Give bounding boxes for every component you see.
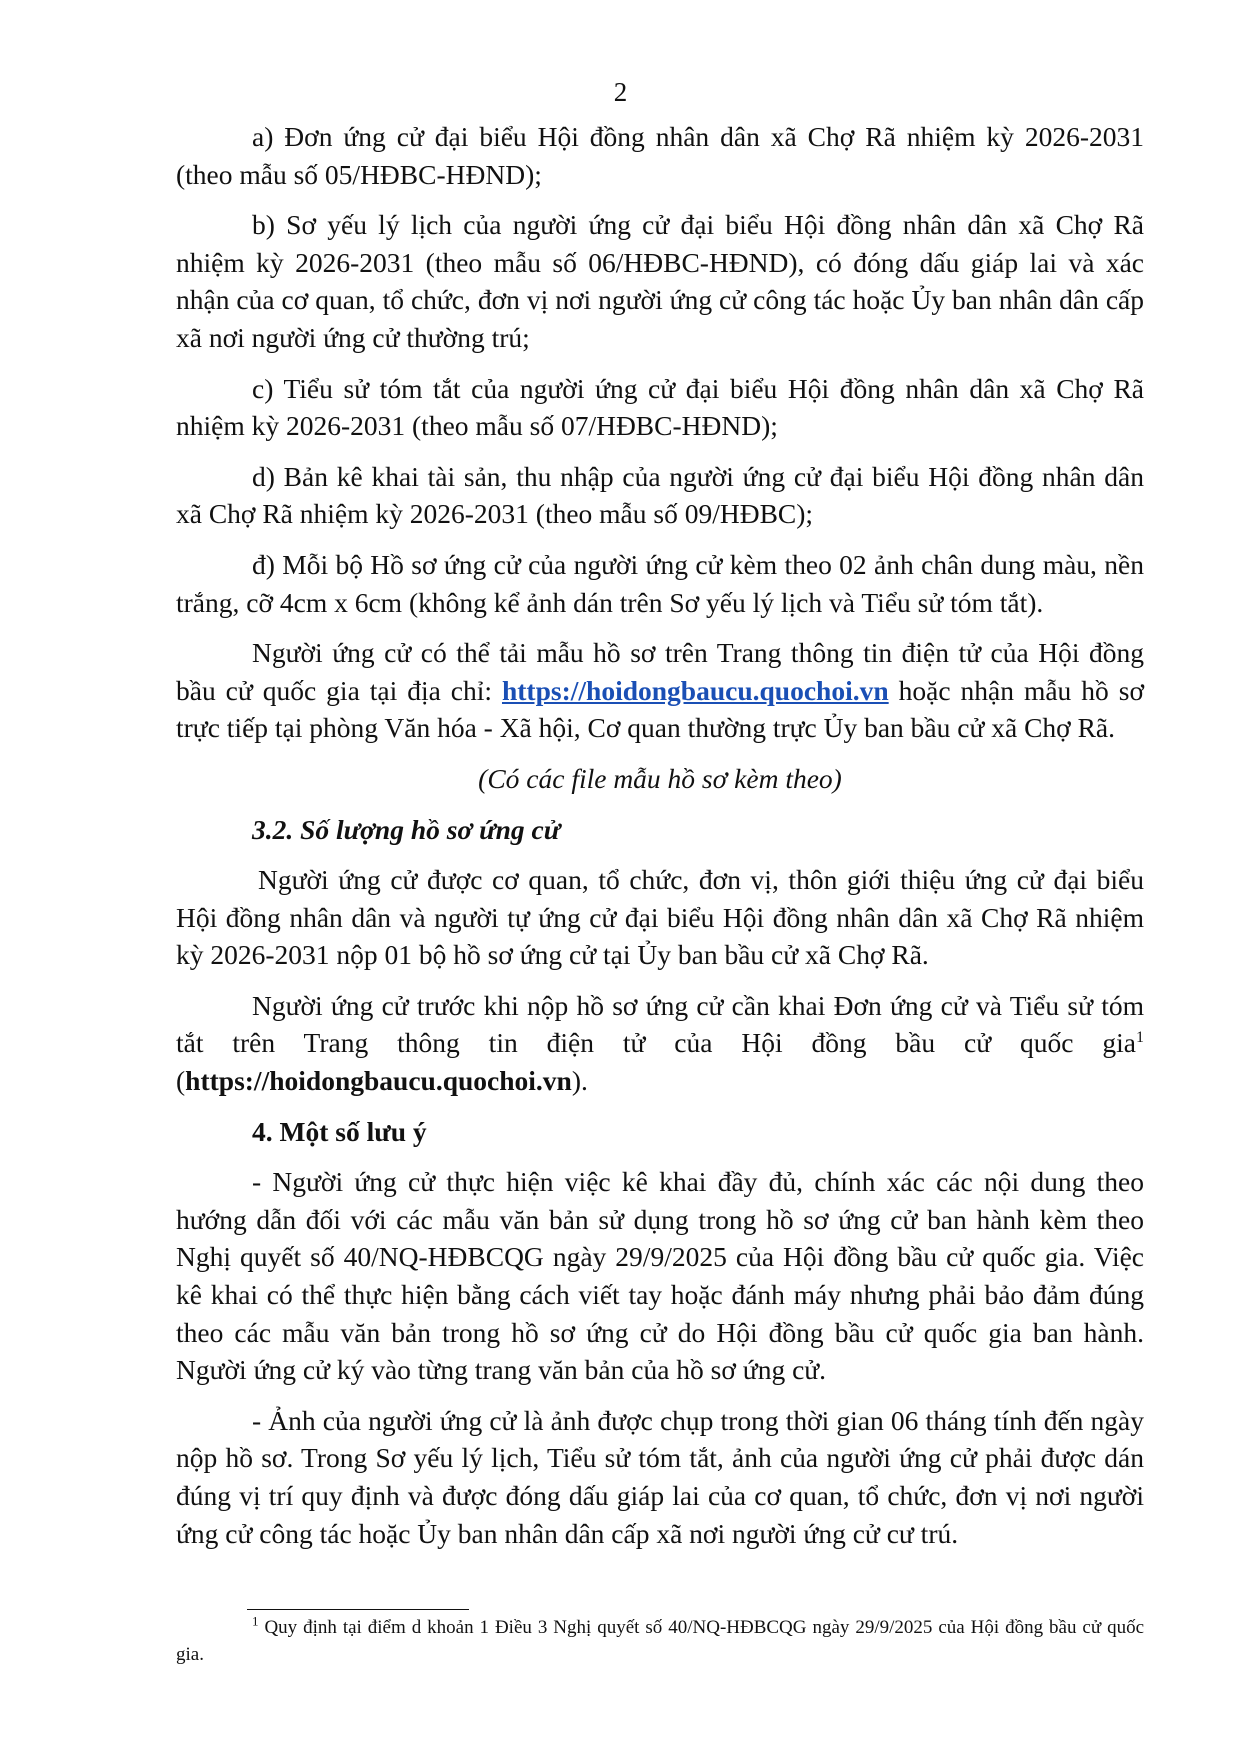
section-3-2-paragraph-1: Người ứng cử được cơ quan, tổ chức, đơn vị, thôn giới thiệu ứng cử đại biểu Hội đồng nhân dân và người tự ứng cử đại biểu Hội đồng nhân dân xã Chợ Rã nhiệm kỳ 2026-2031 nộp 01 bộ hồ sơ ứng cử tại Ủy ban bầu cử xã Chợ Rã. bbox=[176, 864, 1144, 971]
item-c-paragraph: c) Tiểu sử tóm tắt của người ứng cử đại biểu Hội đồng nhân dân xã Chợ Rã nhiệm kỳ 2026-2031 (theo mẫu số 07/HĐBC-HĐND); bbox=[176, 372, 1144, 442]
close-paren: ). bbox=[571, 1065, 588, 1097]
section-4-heading: 4. Một số lưu ý bbox=[252, 1115, 427, 1147]
item-d-paragraph: d) Bản kê khai tài sản, thu nhập của người ứng cử đại biểu Hội đồng nhân dân xã Chợ Rã nhiệm kỳ 2026-2031 (theo mẫu số 09/HĐBC); bbox=[176, 460, 1144, 530]
download-paragraph bbox=[176, 634, 1144, 747]
footnote-marker: 1 bbox=[252, 1613, 259, 1629]
footnote bbox=[176, 1614, 1144, 1668]
download-text-before: Người ứng cử có thể tải mẫu hồ sơ trên Trang thông tin điện tử của Hội đồng bầu cử quốc gia tại địa chỉ: bbox=[176, 637, 1144, 706]
attached-files-note: (Có các file mẫu hồ sơ kèm theo) bbox=[478, 762, 842, 794]
footnote-reference[interactable]: 1 bbox=[1136, 1029, 1144, 1047]
section-3-2-paragraph-2 bbox=[176, 987, 1144, 1100]
election-council-link-2[interactable]: https://hoidongbaucu.quochoi.vn bbox=[185, 1065, 572, 1097]
section-3-2-heading: 3.2. Số lượng hồ sơ ứng cử bbox=[252, 813, 561, 845]
download-text-after: hoặc nhận mẫu hồ sơ trực tiếp tại phòng Văn hóa - Xã hội, Cơ quan thường trực Ủy ban bầu cử xã Chợ Rã. bbox=[176, 674, 1144, 744]
page-number: 2 bbox=[613, 77, 628, 107]
item-a-paragraph: a) Đơn ứng cử đại biểu Hội đồng nhân dân xã Chợ Rã nhiệm kỳ 2026-2031 (theo mẫu số 05/HĐBC-HĐND); bbox=[176, 121, 1144, 190]
election-council-link[interactable]: https://hoidongbaucu.quochoi.vn bbox=[501, 674, 889, 706]
open-paren: ( bbox=[176, 1065, 186, 1097]
footnote-divider bbox=[247, 1609, 469, 1610]
item-b-paragraph: b) Sơ yếu lý lịch của người ứng cử đại biểu Hội đồng nhân dân xã Chợ Rã nhiệm kỳ 2026-2031 (theo mẫu số 06/HĐBC-HĐND), có đóng dấu giáp lai và xác nhận của cơ quan, tổ chức, đơn vị nơi người ứng cử công tác hoặc Ủy ban nhân dân cấp xã nơi người ứng cử thường trú; bbox=[176, 209, 1144, 353]
section-4-paragraph-1: - Người ứng cử thực hiện việc kê khai đầy đủ, chính xác các nội dung theo hướng dẫn đối với các mẫu văn bản sử dụng trong hồ sơ ứng cử ban hành kèm theo Nghị quyết số 40/NQ-HĐBCQG ngày 29/9/2025 của Hội đồng bầu cử quốc gia. Việc kê khai có thể thực hiện bằng cách viết tay hoặc đánh máy nhưng phải bảo đảm đúng theo các mẫu văn bản trong hồ sơ ứng cử do Hội đồng bầu cử quốc gia ban hành. Người ứng cử ký vào từng trang văn bản của hồ sơ ứng cử. bbox=[176, 1166, 1144, 1386]
section-3-2-text: Người ứng cử trước khi nộp hồ sơ ứng cử cần khai Đơn ứng cử và Tiểu sử tóm tắt trên Trang thông tin điện tử của Hội đồng bầu cử quốc gia bbox=[176, 989, 1144, 1059]
section-4-paragraph-2: - Ảnh của người ứng cử là ảnh được chụp trong thời gian 06 tháng tính đến ngày nộp hồ sơ. Trong Sơ yếu lý lịch, Tiểu sử tóm tắt, ảnh của người ứng cử phải được dán đúng vị trí quy định và được đóng dấu giáp lai của cơ quan, tổ chức, đơn vị nơi người ứng cử công tác hoặc Ủy ban nhân dân cấp xã nơi người ứng cử cư trú. bbox=[176, 1404, 1144, 1549]
footnote-text: Quy định tại điểm d khoản 1 Điều 3 Nghị quyết số 40/NQ-HĐBCQG ngày 29/9/2025 của Hội đồng bầu cử quốc gia. bbox=[176, 1617, 1144, 1665]
item-dd-paragraph: đ) Mỗi bộ Hồ sơ ứng cử của người ứng cử kèm theo 02 ảnh chân dung màu, nền trắng, cỡ 4cm x 6cm (không kể ảnh dán trên Sơ yếu lý lịch và Tiểu sử tóm tắt). bbox=[176, 548, 1144, 618]
document-body bbox=[176, 118, 1144, 1565]
